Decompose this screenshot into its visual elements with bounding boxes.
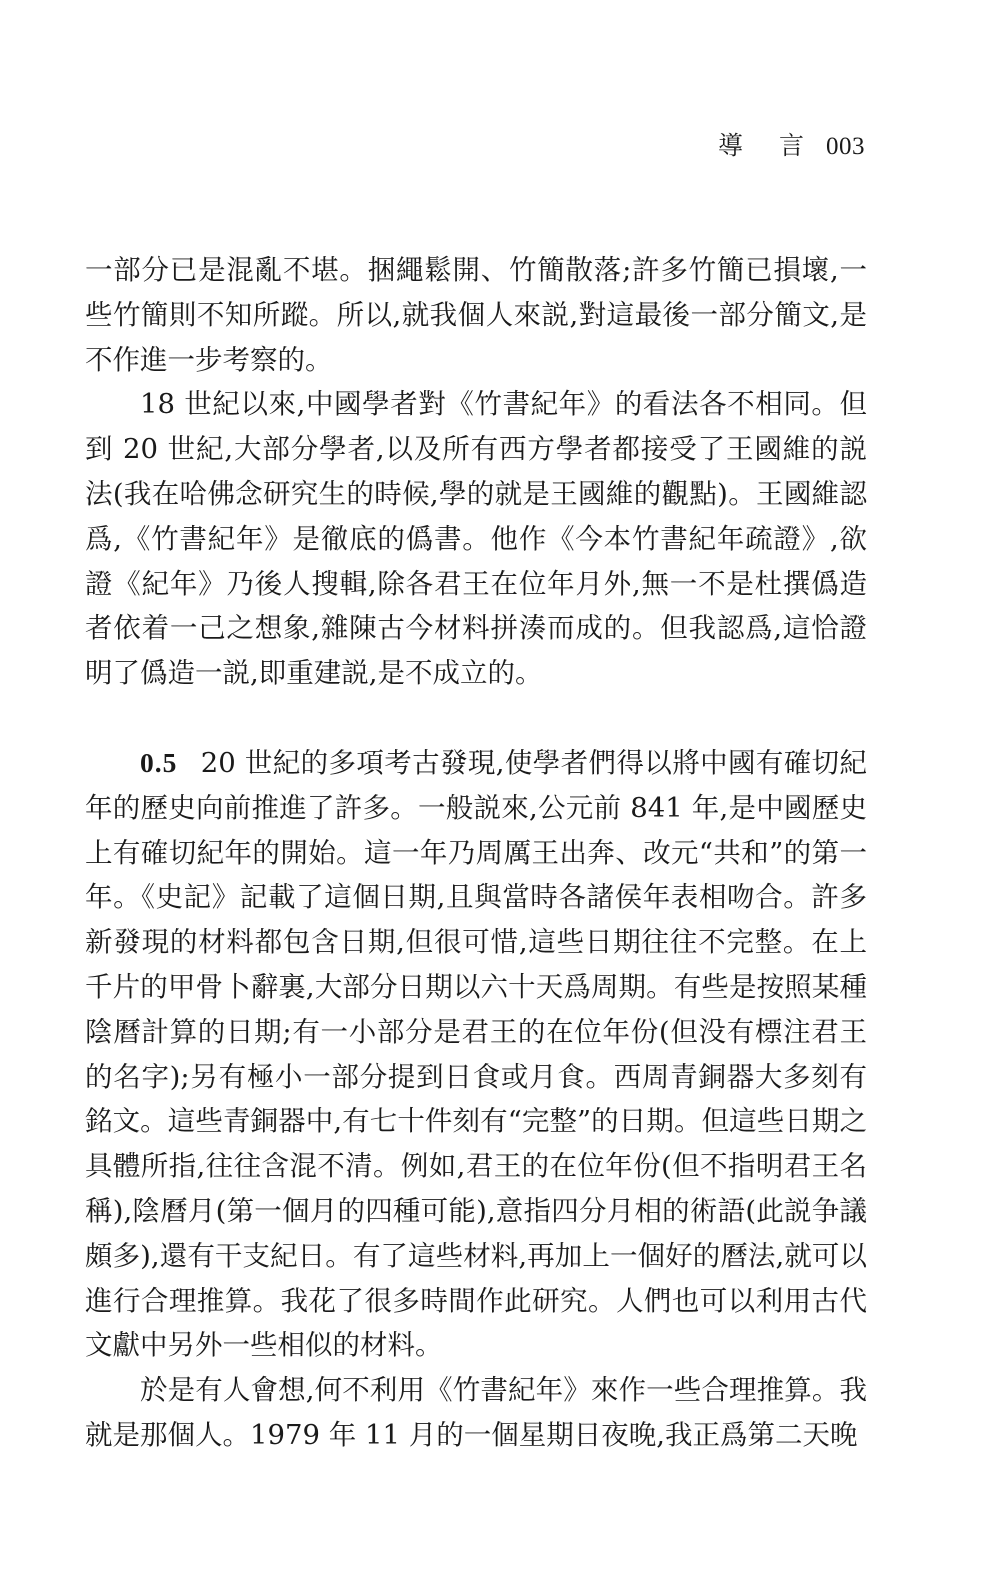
section-spacer (85, 696, 867, 741)
running-head-title-char-1: 導 (717, 131, 743, 160)
page-number: 003 (826, 133, 865, 160)
paragraph-3-text: 20 世紀的多項考古發現,使學者們得以將中國有確切紀年的歷史向前推進了許多。一般説來,公元前 841 年,是中國歷史上有確切紀年的開始。這一年乃周厲王出奔、改元“共和”的第一年。《史記》記載了這個日期,且與當時各諸侯年表相吻合。許多新發現的材料都包含日期,但很可惜,這些日期往往不完整。在上千片的甲骨卜辭裏,大部分日期以六十天爲周期。有些是按照某種陰曆計算的日期;有一小部分是君王的在位年份(但没有標注君王的名字);另有極小一部分提到日食或月食。西周青銅器大多刻有銘文。這些青銅器中,有七十件刻有“完整”的日期。但這些日期之具體所指,往往含混不清。例如,君王的在位年份(但不指明君王名稱),陰曆月(第一個月的四種可能),意指四分月相的術語(此説争議頗多),還有干支紀日。有了這些材料,再加上一個好的曆法,就可以進行合理推算。我花了很多時間作此研究。人們也可以利用古代文獻中另外一些相似的材料。 (85, 746, 867, 1362)
paragraph-1: 一部分已是混亂不堪。捆繩鬆開、竹簡散落;許多竹簡已損壞,一些竹簡則不知所蹤。所以,就我個人來説,對這最後一部分簡文,是不作進一步考察的。 (85, 254, 867, 376)
body-text-block (85, 248, 867, 1458)
running-head-title-char-2: 言 (778, 131, 804, 160)
paragraph-4: 於是有人會想,何不利用《竹書紀年》來作一些合理推算。我就是那個人。1979 年 11 月的一個星期日夜晚,我正爲第二天晚 (85, 1374, 867, 1451)
running-head (85, 133, 865, 159)
paragraph-2: 18 世紀以來,中國學者對《竹書紀年》的看法各不相同。但到 20 世紀,大部分學者,以及所有西方學者都接受了王國維的説法(我在哈佛念研究生的時候,學的就是王國維的觀點)。王國維認爲,《竹書紀年》是徹底的僞書。他作《今本竹書紀年疏證》,欲證《紀年》乃後人搜輯,除各君王在位年月外,無一不是杜撰僞造者依着一己之想象,雜陳古今材料拼湊而成的。但我認爲,這恰證明了僞造一説,即重建説,是不成立的。 (85, 388, 867, 690)
paragraph-3 (85, 741, 867, 1368)
section-number: 0.5 (140, 746, 178, 778)
